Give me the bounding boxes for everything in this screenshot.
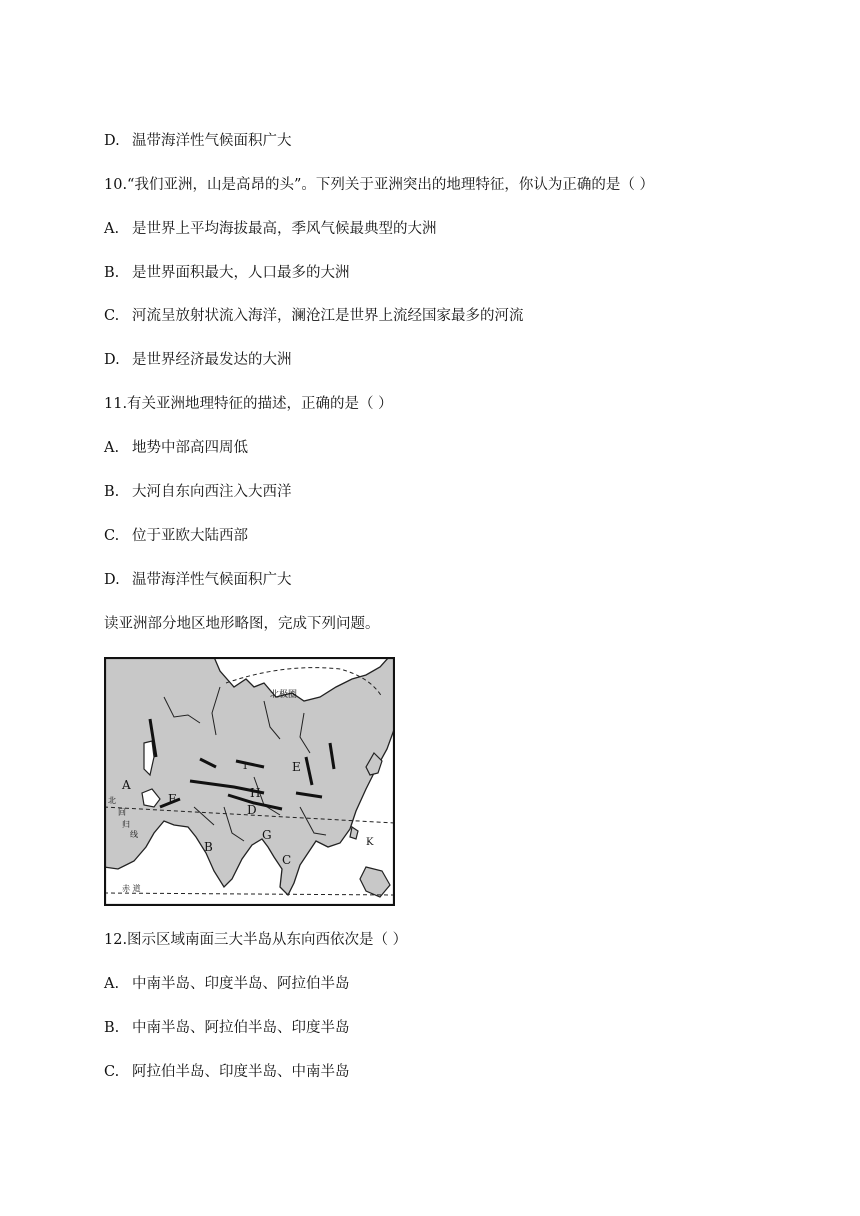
map-instruction: 读亚洲部分地区地形略图，完成下列问题。: [104, 616, 380, 632]
option-d: D. 温带海洋性气候面积广大: [104, 133, 292, 149]
asia-terrain-map: [104, 657, 395, 906]
option-d: D. 是世界经济最发达的大洲: [104, 352, 292, 368]
label-k: K: [366, 837, 374, 848]
label-a: A: [122, 778, 131, 792]
option-c: C. 阿拉伯半岛、印度半岛、中南半岛: [104, 1064, 350, 1080]
label-1: 1: [242, 761, 249, 772]
arctic-circle-label: 北极圈: [270, 690, 298, 700]
tropic-label-4: 线: [130, 830, 138, 839]
question-11: 11.有关亚洲地理特征的描述，正确的是（ ）: [104, 396, 393, 412]
option-d: D. 温带海洋性气候面积广大: [104, 572, 292, 588]
tropic-label-2: 回: [118, 808, 126, 817]
label-c: C: [282, 853, 292, 867]
label-b: B: [204, 840, 213, 854]
option-a: A. 是世界上平均海拔最高，季风气候最典型的大洲: [104, 221, 437, 237]
label-f: F: [168, 792, 177, 806]
option-a: A. 中南半岛、印度半岛、阿拉伯半岛: [104, 976, 350, 992]
tropic-label-1: 北: [108, 796, 116, 805]
option-a: A. 地势中部高四周低: [104, 440, 248, 456]
question-12: 12.图示区域南面三大半岛从东向西依次是（ ）: [104, 932, 408, 948]
equator-label: 赤 道: [122, 884, 141, 893]
question-10: 10.“我们亚洲，山是高昂的头”。下列关于亚洲突出的地理特征，你认为正确的是（ ）: [104, 177, 654, 193]
label-e: E: [292, 760, 301, 774]
option-c: C. 位于亚欧大陆西部: [104, 528, 248, 544]
option-c: C. 河流呈放射状流入海洋，澜沧江是世界上流经国家最多的河流: [104, 308, 524, 324]
label-g: G: [262, 828, 272, 842]
asia-map-figure: [104, 657, 395, 906]
option-b: B. 大河自东向西注入大西洋: [104, 484, 292, 500]
label-h: H: [250, 786, 261, 800]
label-d: D: [247, 803, 257, 817]
tropic-label-3: 归: [122, 820, 130, 829]
option-b: B. 是世界面积最大，人口最多的大洲: [104, 265, 350, 281]
option-b: B. 中南半岛、阿拉伯半岛、印度半岛: [104, 1020, 350, 1036]
